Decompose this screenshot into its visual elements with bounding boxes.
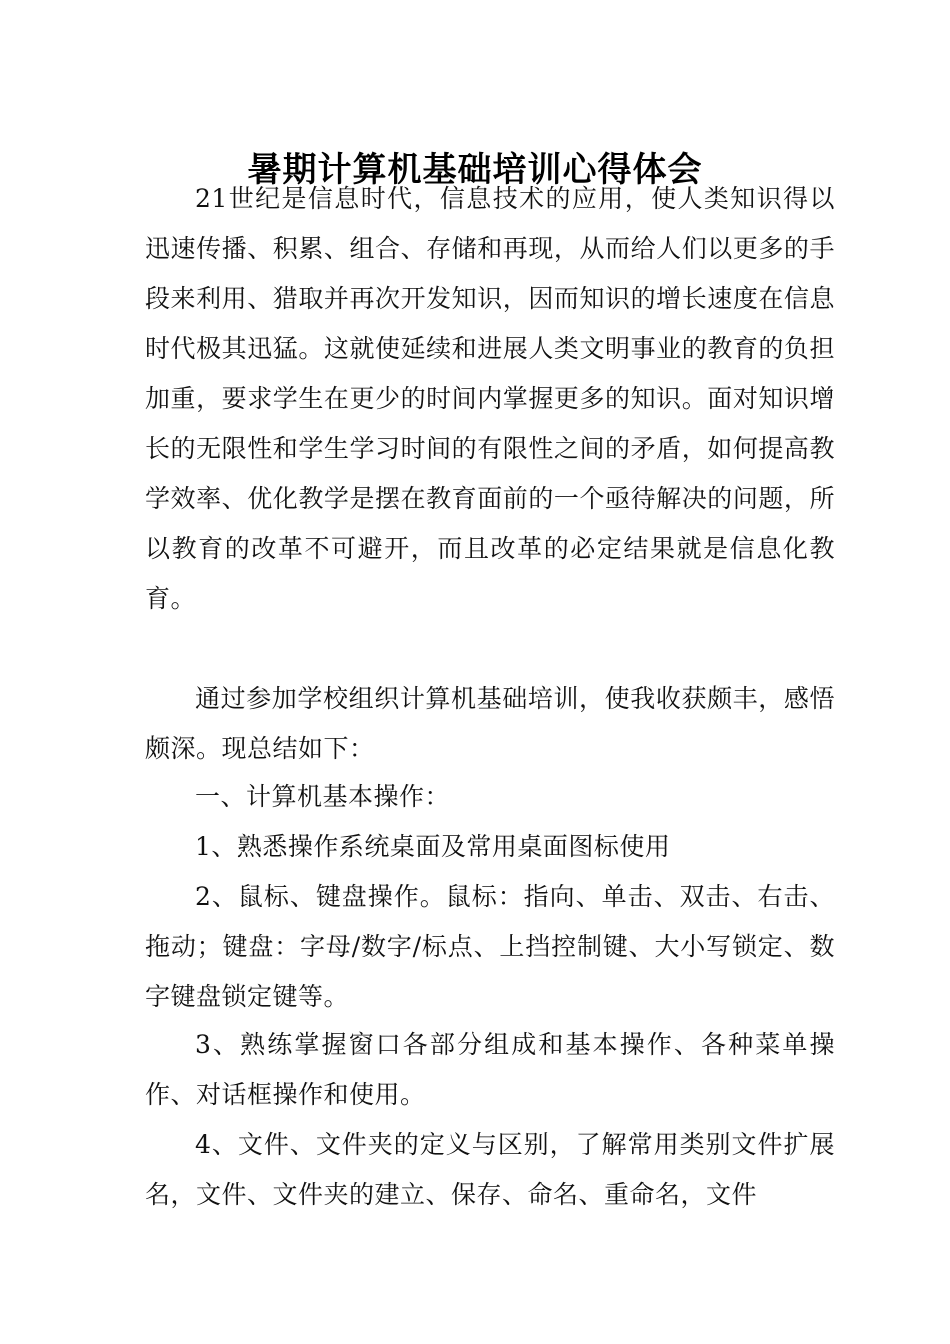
list-item-3: 3、熟练掌握窗口各部分组成和基本操作、各种菜单操作、对话框操作和使用。	[145, 1030, 835, 1109]
summary-paragraph: 通过参加学校组织计算机基础培训，使我收获颇丰，感悟颇深。现总结如下：	[145, 684, 835, 763]
document-title: 暑期计算机基础培训心得体会	[247, 149, 703, 190]
section-heading-basic-operations: 一、计算机基本操作：	[195, 782, 451, 811]
list-item-2: 2、鼠标、键盘操作。鼠标：指向、单击、双击、右击、拖动；键盘：字母/数字/标点、上挡控制键、大小写锁定、数字键盘锁定键等。	[145, 882, 835, 1011]
intro-paragraph: 21世纪是信息时代，信息技术的应用，使人类知识得以迅速传播、积累、组合、存储和再现，从而给人们以更多的手段来利用、猎取并再次开发知识，因而知识的增长速度在信息时代极其迅猛。这就使延续和进展人类文明事业的教育的负担加重，要求学生在更少的时间内掌握更多的知识。面对知识增长的无限性和学生学习时间的有限性之间的矛盾，如何提高教学效率、优化教学是摆在教育面前的一个亟待解决的问题，所以教育的改革不可避开，而且改革的必定结果就是信息化教育。	[145, 184, 835, 613]
list-item-4: 4、文件、文件夹的定义与区别，了解常用类别文件扩展名，文件、文件夹的建立、保存、命名、重命名，文件	[145, 1130, 835, 1209]
list-item-1: 1、熟悉操作系统桌面及常用桌面图标使用	[195, 832, 671, 861]
